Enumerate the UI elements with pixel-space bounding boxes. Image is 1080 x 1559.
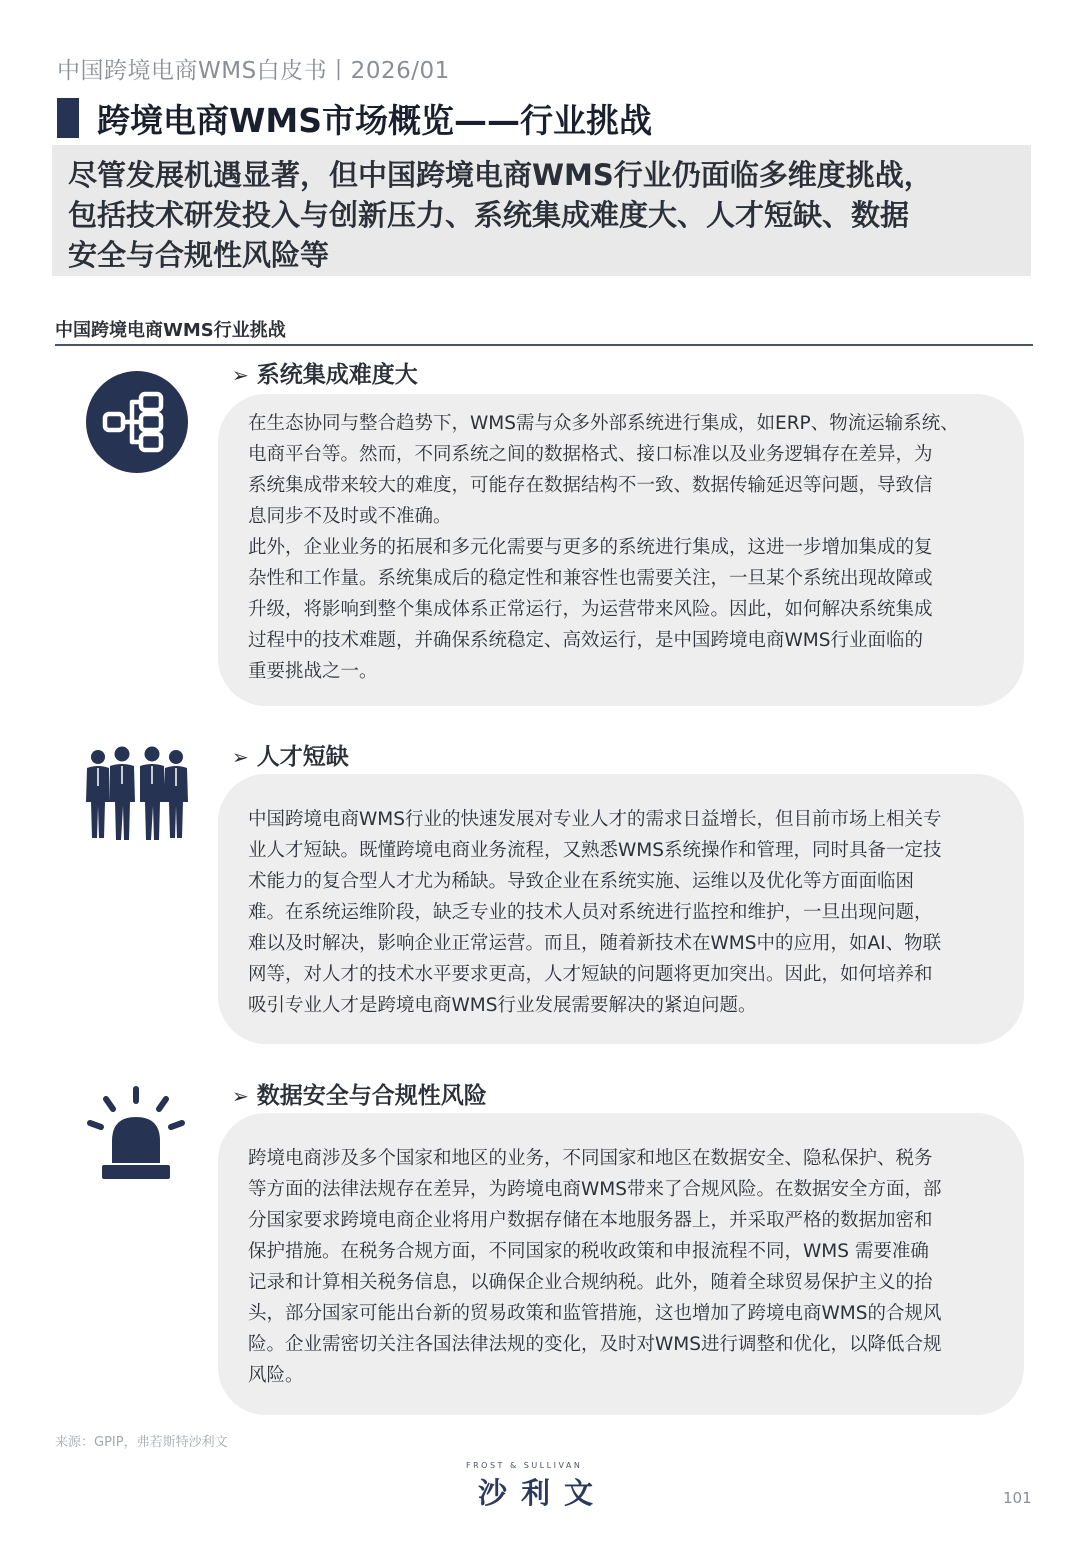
card-line: 网等，对人才的技术水平要求更高，人才短缺的问题将更加突出。因此，如何培养和: [248, 964, 933, 985]
card-line: 吸引专业人才是跨境电商WMS行业发展需要解决的紧迫问题。: [248, 995, 757, 1016]
item-title-talent: [232, 738, 349, 771]
card-compliance: [218, 1113, 1024, 1415]
page-title-row: [57, 96, 652, 140]
summary-line: 安全与合规性风险等: [68, 238, 330, 272]
page-number: 101: [1003, 1489, 1032, 1507]
card-line: 难。在系统运维阶段，缺乏专业的技术人员对系统进行监控和维护，一旦出现问题，: [248, 902, 933, 923]
summary-box: [52, 145, 1031, 276]
network-icon: [86, 371, 188, 473]
card-line: 保护措施。在税务合规方面，不同国家的税收政策和申报流程不同，WMS 需要准确: [248, 1241, 929, 1262]
summary-line: 尽管发展机遇显著，但中国跨境电商WMS行业仍面临多维度挑战，: [68, 158, 933, 192]
card-line: 重要挑战之一。: [248, 661, 378, 682]
title-accent-bar: [57, 98, 79, 138]
card-line: 分国家要求跨境电商企业将用户数据存储在本地服务器上，并采取严格的数据加密和: [248, 1210, 933, 1231]
card-line: 在生态协同与整合趋势下，WMS需与众多外部系统进行集成，如ERP、物流运输系统、: [248, 413, 959, 434]
card-line: 等方面的法律法规存在差异，为跨境电商WMS带来了合规风险。在数据安全方面，部: [248, 1179, 942, 1200]
page-title: 跨境电商WMS市场概览——行业挑战: [97, 100, 653, 140]
card-line: 杂性和工作量。系统集成后的稳定性和兼容性也需要关注，一旦某个系统出现故障或: [248, 568, 933, 589]
card-line: 跨境电商涉及多个国家和地区的业务，不同国家和地区在数据安全、隐私保护、税务: [248, 1148, 933, 1169]
card-line: 业人才短缺。既懂跨境电商业务流程，又熟悉WMS系统操作和管理，同时具备一定技: [248, 840, 942, 861]
arrow-icon: ➢: [232, 363, 249, 387]
siren-icon: [86, 1085, 186, 1183]
header-meta: 中国跨境电商WMS白皮书丨2026/01: [57, 58, 450, 84]
summary-line: 包括技术研发投入与创新压力、系统集成难度大、人才短缺、数据: [68, 198, 910, 232]
arrow-icon: ➢: [232, 1084, 249, 1108]
item-title-text: 人才短缺: [256, 744, 349, 770]
card-line: 头，部分国家可能出台新的贸易政策和监管措施，这也增加了跨境电商WMS的合规风: [248, 1303, 942, 1324]
source-note: 来源：GPIP，弗若斯特沙利文: [55, 1435, 228, 1450]
card-line: 记录和计算相关税务信息，以确保企业合规纳税。此外，随着全球贸易保护主义的抬: [248, 1272, 933, 1293]
arrow-icon: ➢: [232, 745, 249, 769]
card-line: 电商平台等。然而，不同系统之间的数据格式、接口标准以及业务逻辑存在差异，为: [248, 444, 933, 465]
card-line: 术能力的复合型人才尤为稀缺。导致企业在系统实施、运维以及优化等方面面临困: [248, 871, 915, 892]
item-title-text: 系统集成难度大: [256, 362, 418, 388]
logo-subtext: FROST & SULLIVAN: [466, 1461, 583, 1470]
item-title-compliance: [232, 1077, 487, 1110]
card-line: 息同步不及时或不准确。: [248, 506, 452, 527]
card-line: 险。企业需密切关注各国法律法规的变化，及时对WMS进行调整和优化，以降低合规: [248, 1334, 942, 1355]
card-line: 系统集成带来较大的难度，可能存在数据结构不一致、数据传输延迟等问题，导致信: [248, 475, 933, 496]
card-line: 风险。: [248, 1365, 304, 1386]
card-line: 难以及时解决，影响企业正常运营。而且，随着新技术在WMS中的应用，如AI、物联: [248, 933, 942, 954]
card-line: 升级，将影响到整个集成体系正常运行，为运营带来风险。因此，如何解决系统集成: [248, 599, 933, 620]
card-line: 过程中的技术难题，并确保系统稳定、高效运行，是中国跨境电商WMS行业面临的: [248, 630, 924, 651]
company-logo: 沙利文: [478, 1476, 608, 1510]
section-heading: 中国跨境电商WMS行业挑战: [55, 316, 1033, 346]
item-title-integration: [232, 356, 418, 389]
card-talent: [218, 774, 1024, 1044]
card-integration: [218, 394, 1024, 706]
item-title-text: 数据安全与合规性风险: [256, 1083, 487, 1109]
card-line: 此外，企业业务的拓展和多元化需要与更多的系统进行集成，这进一步增加集成的复: [248, 537, 933, 558]
people-icon: [84, 746, 190, 842]
card-line: 中国跨境电商WMS行业的快速发展对专业人才的需求日益增长，但目前市场上相关专: [248, 809, 942, 830]
